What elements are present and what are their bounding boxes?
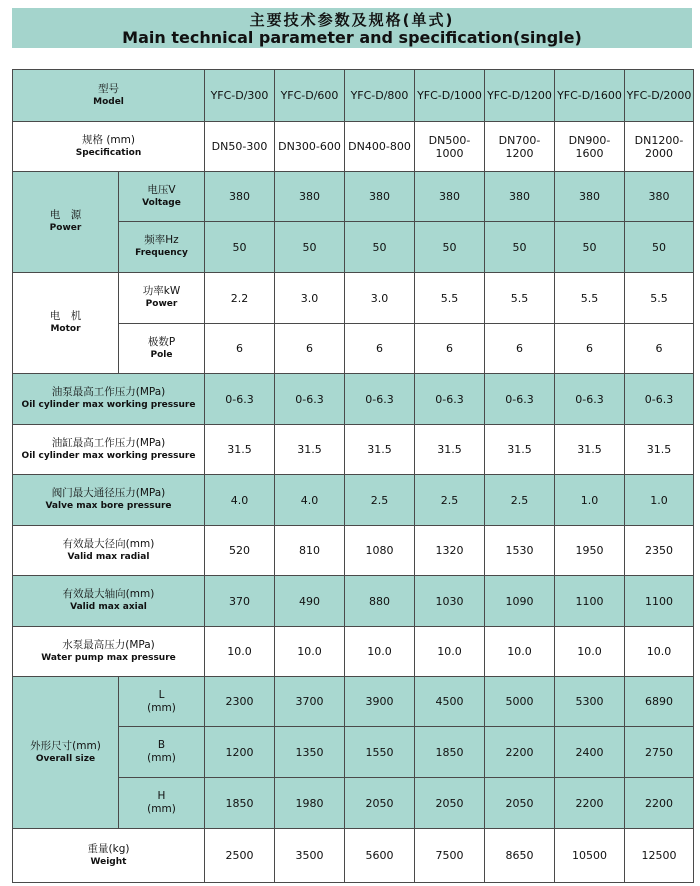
specification-table: [12, 69, 694, 883]
cell: 50: [275, 222, 345, 273]
row-axial: [13, 576, 694, 627]
cell: 31.5: [275, 425, 345, 475]
cell: 7500: [415, 829, 485, 883]
cell: 3.0: [345, 273, 415, 324]
label-motor-pole: 极数P Pole: [119, 324, 205, 374]
cell: YFC-D/1600: [555, 70, 625, 122]
label-size-h: H (mm): [119, 778, 205, 829]
row-size-l: [13, 677, 694, 727]
cell: 10.0: [625, 627, 694, 677]
title-chinese: 主要技术参数及规格(单式): [249, 11, 455, 29]
cell: 6: [485, 324, 555, 374]
row-pump-pressure: [13, 374, 694, 425]
cell: YFC-D/1000: [415, 70, 485, 122]
cell: 5.5: [625, 273, 694, 324]
cell: 2050: [485, 778, 555, 829]
cell: 2200: [625, 778, 694, 829]
cell: 1200: [205, 727, 275, 778]
label-motor-power: 功率kW Power: [119, 273, 205, 324]
row-cylinder-pressure: [13, 425, 694, 475]
cell: YFC-D/300: [205, 70, 275, 122]
cell: 50: [625, 222, 694, 273]
cell: 380: [205, 172, 275, 222]
cell: 10.0: [485, 627, 555, 677]
row-voltage: [13, 172, 694, 222]
label-voltage: 电压V Voltage: [119, 172, 205, 222]
cell: 3700: [275, 677, 345, 727]
cell: 6: [275, 324, 345, 374]
cell: 10500: [555, 829, 625, 883]
label-size-b: B (mm): [119, 727, 205, 778]
cell: 31.5: [205, 425, 275, 475]
cell: 0-6.3: [205, 374, 275, 425]
cell: YFC-D/600: [275, 70, 345, 122]
cell: DN700-1200: [485, 122, 555, 172]
cell: 31.5: [555, 425, 625, 475]
cell: 6: [345, 324, 415, 374]
cell: 2400: [555, 727, 625, 778]
cell: 4.0: [205, 475, 275, 526]
cell: 2050: [345, 778, 415, 829]
cell: DN400-800: [345, 122, 415, 172]
page-header: [12, 8, 692, 48]
cell: 2050: [415, 778, 485, 829]
cell: 1850: [205, 778, 275, 829]
cell: 5600: [345, 829, 415, 883]
cell: 8650: [485, 829, 555, 883]
cell: 1320: [415, 526, 485, 576]
cell: 10.0: [275, 627, 345, 677]
cell: 5300: [555, 677, 625, 727]
label-radial: 有效最大径向(mm) Valid max radial: [13, 526, 205, 576]
cell: 0-6.3: [555, 374, 625, 425]
label-overall-size-group: 外形尺寸(mm) Overall size: [13, 677, 119, 829]
row-model: [13, 70, 694, 122]
cell: 1030: [415, 576, 485, 627]
cell: 1850: [415, 727, 485, 778]
label-specification: 规格 (mm) Specification: [13, 122, 205, 172]
cell: 1080: [345, 526, 415, 576]
cell: DN300-600: [275, 122, 345, 172]
cell: 2.5: [415, 475, 485, 526]
cell: 1090: [485, 576, 555, 627]
cell: 1100: [555, 576, 625, 627]
cell: 6: [205, 324, 275, 374]
cell: 50: [415, 222, 485, 273]
cell: 4500: [415, 677, 485, 727]
cell: 0-6.3: [625, 374, 694, 425]
cell: 1.0: [555, 475, 625, 526]
cell: 6: [415, 324, 485, 374]
label-motor-group: 电 机 Motor: [13, 273, 119, 374]
label-weight: 重量(kg) Weight: [13, 829, 205, 883]
cell: 6: [625, 324, 694, 374]
row-specification: [13, 122, 694, 172]
cell: 2350: [625, 526, 694, 576]
cell: YFC-D/800: [345, 70, 415, 122]
cell: 3500: [275, 829, 345, 883]
cell: 3.0: [275, 273, 345, 324]
cell: 6: [555, 324, 625, 374]
label-frequency: 频率Hz Frequency: [119, 222, 205, 273]
cell: 2750: [625, 727, 694, 778]
cell: 5.5: [485, 273, 555, 324]
cell: 1950: [555, 526, 625, 576]
cell: 880: [345, 576, 415, 627]
cell: 10.0: [415, 627, 485, 677]
cell: 50: [345, 222, 415, 273]
cell: 4.0: [275, 475, 345, 526]
label-size-l: L (mm): [119, 677, 205, 727]
cell: 380: [415, 172, 485, 222]
cell: 5.5: [415, 273, 485, 324]
label-model: 型号 Model: [13, 70, 205, 122]
cell: DN500-1000: [415, 122, 485, 172]
cell: 50: [485, 222, 555, 273]
cell: 5000: [485, 677, 555, 727]
cell: 490: [275, 576, 345, 627]
cell: 1.0: [625, 475, 694, 526]
title-english: Main technical parameter and specification(single): [122, 28, 582, 47]
cell: YFC-D/1200: [485, 70, 555, 122]
cell: 380: [345, 172, 415, 222]
row-valve-pressure: [13, 475, 694, 526]
cell: 380: [625, 172, 694, 222]
cell: 0-6.3: [485, 374, 555, 425]
cell: 2200: [555, 778, 625, 829]
row-weight: [13, 829, 694, 883]
label-axial: 有效最大轴向(mm) Valid max axial: [13, 576, 205, 627]
cell: 10.0: [555, 627, 625, 677]
label-water-pump: 水泵最高压力(MPa) Water pump max pressure: [13, 627, 205, 677]
cell: 2200: [485, 727, 555, 778]
cell: 6890: [625, 677, 694, 727]
cell: 2.5: [485, 475, 555, 526]
label-valve-pressure: 阀门最大通径压力(MPa) Valve max bore pressure: [13, 475, 205, 526]
cell: 3900: [345, 677, 415, 727]
cell: 10.0: [205, 627, 275, 677]
cell: DN1200-2000: [625, 122, 694, 172]
cell: 31.5: [345, 425, 415, 475]
cell: 31.5: [485, 425, 555, 475]
row-radial: [13, 526, 694, 576]
cell: 12500: [625, 829, 694, 883]
cell: 50: [555, 222, 625, 273]
cell: 1980: [275, 778, 345, 829]
cell: 31.5: [415, 425, 485, 475]
cell: 520: [205, 526, 275, 576]
cell: 10.0: [345, 627, 415, 677]
row-water-pump: [13, 627, 694, 677]
cell: 2.5: [345, 475, 415, 526]
cell: 2500: [205, 829, 275, 883]
cell: 1100: [625, 576, 694, 627]
label-power-group: 电 源 Power: [13, 172, 119, 273]
label-pump-pressure: 油泵最高工作压力(MPa) Oil cylinder max working pressure: [13, 374, 205, 425]
cell: DN50-300: [205, 122, 275, 172]
cell: 0-6.3: [275, 374, 345, 425]
cell: 2300: [205, 677, 275, 727]
cell: YFC-D/2000: [625, 70, 694, 122]
cell: 5.5: [555, 273, 625, 324]
cell: 380: [275, 172, 345, 222]
cell: 1350: [275, 727, 345, 778]
cell: 1550: [345, 727, 415, 778]
cell: 810: [275, 526, 345, 576]
cell: 380: [555, 172, 625, 222]
cell: 50: [205, 222, 275, 273]
label-cylinder-pressure: 油缸最高工作压力(MPa) Oil cylinder max working pressure: [13, 425, 205, 475]
cell: 1530: [485, 526, 555, 576]
cell: 0-6.3: [415, 374, 485, 425]
cell: 370: [205, 576, 275, 627]
cell: 380: [485, 172, 555, 222]
cell: 31.5: [625, 425, 694, 475]
cell: DN900-1600: [555, 122, 625, 172]
row-motor-power: [13, 273, 694, 324]
cell: 0-6.3: [345, 374, 415, 425]
cell: 2.2: [205, 273, 275, 324]
